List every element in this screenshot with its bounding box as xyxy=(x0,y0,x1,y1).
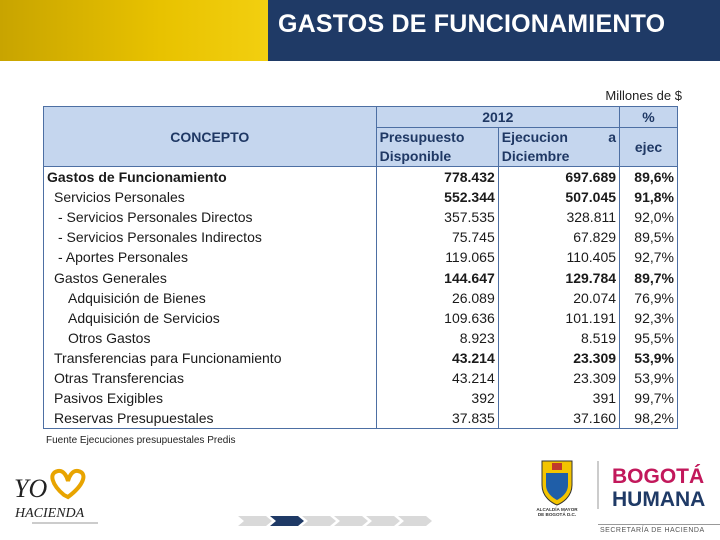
row-pct: 53,9% xyxy=(620,348,678,368)
row-budget: 392 xyxy=(376,388,498,408)
table-row xyxy=(44,348,678,368)
table-row xyxy=(44,308,678,328)
row-pct: 89,5% xyxy=(620,227,678,247)
row-pct: 53,9% xyxy=(620,368,678,388)
row-pct: 92,3% xyxy=(620,308,678,328)
row-executed: 20.074 xyxy=(498,288,619,308)
table-row xyxy=(44,227,678,247)
row-executed: 507.045 xyxy=(498,187,619,207)
pct-header: % xyxy=(620,107,678,128)
row-concept: Gastos de Funcionamiento xyxy=(44,167,377,188)
row-budget: 43.214 xyxy=(376,348,498,368)
table-row xyxy=(44,247,678,267)
row-concept: Adquisición de Servicios xyxy=(44,308,377,328)
row-concept: Gastos Generales xyxy=(44,267,377,287)
row-pct: 95,5% xyxy=(620,328,678,348)
row-executed: 129.784 xyxy=(498,267,619,287)
table-row xyxy=(44,288,678,308)
row-executed: 391 xyxy=(498,388,619,408)
row-concept: Transferencias para Funcionamiento xyxy=(44,348,377,368)
secretaria-label: SECRETARÍA DE HACIENDA xyxy=(600,527,705,534)
row-concept: - Aportes Personales xyxy=(44,247,377,267)
row-budget: 26.089 xyxy=(376,288,498,308)
table-row xyxy=(44,328,678,348)
table-row xyxy=(44,167,678,188)
yo-hacienda-logo xyxy=(12,467,107,529)
slide-pager xyxy=(238,515,438,527)
table-row xyxy=(44,408,678,429)
row-concept: Otros Gastos xyxy=(44,328,377,348)
yo-text: YO xyxy=(14,474,48,503)
table-row xyxy=(44,368,678,388)
row-budget: 778.432 xyxy=(376,167,498,188)
row-concept: Servicios Personales xyxy=(44,187,377,207)
row-budget: 109.636 xyxy=(376,308,498,328)
row-budget: 144.647 xyxy=(376,267,498,287)
row-executed: 8.519 xyxy=(498,328,619,348)
row-executed: 110.405 xyxy=(498,247,619,267)
row-executed: 328.811 xyxy=(498,207,619,227)
header-bar xyxy=(0,0,720,61)
row-budget: 552.344 xyxy=(376,187,498,207)
row-pct: 99,7% xyxy=(620,388,678,408)
row-budget: 37.835 xyxy=(376,408,498,429)
row-concept: - Servicios Personales Directos xyxy=(44,207,377,227)
row-concept: Adquisición de Bienes xyxy=(44,288,377,308)
table-row xyxy=(44,388,678,408)
coat-of-arms-icon xyxy=(542,461,572,505)
source-note: Fuente Ejecuciones presupuestales Predis xyxy=(46,435,236,446)
row-concept: - Servicios Personales Indirectos xyxy=(44,227,377,247)
humana-text: HUMANA xyxy=(612,488,706,511)
header-gold-band xyxy=(0,0,268,61)
row-pct: 92,0% xyxy=(620,207,678,227)
row-budget: 119.065 xyxy=(376,247,498,267)
row-budget: 43.214 xyxy=(376,368,498,388)
bogota-text: BOGOTÁ xyxy=(612,465,705,488)
row-executed: 37.160 xyxy=(498,408,619,429)
row-pct: 76,9% xyxy=(620,288,678,308)
row-pct: 91,8% xyxy=(620,187,678,207)
pct-ejec-header: ejec xyxy=(620,128,678,167)
row-executed: 23.309 xyxy=(498,368,619,388)
row-pct: 98,2% xyxy=(620,408,678,429)
row-executed: 67.829 xyxy=(498,227,619,247)
hacienda-text: HACIENDA xyxy=(15,506,85,521)
row-budget: 75.745 xyxy=(376,227,498,247)
row-executed: 23.309 xyxy=(498,348,619,368)
row-budget: 357.535 xyxy=(376,207,498,227)
year-header: 2012 xyxy=(376,107,619,128)
units-label: Millones de $ xyxy=(605,88,682,103)
svg-text:DE BOGOTÁ D.C.: DE BOGOTÁ D.C. xyxy=(537,512,577,517)
row-pct: 92,7% xyxy=(620,247,678,267)
footer-divider xyxy=(598,524,720,525)
budget-table xyxy=(43,106,678,429)
row-concept: Reservas Presupuestales xyxy=(44,408,377,429)
row-pct: 89,7% xyxy=(620,267,678,287)
executed-header: Ejecucion a Diciembre xyxy=(498,128,619,167)
heart-icon xyxy=(52,471,83,497)
bogota-logos xyxy=(528,455,708,517)
row-executed: 101.191 xyxy=(498,308,619,328)
page-title: GASTOS DE FUNCIONAMIENTO xyxy=(278,10,666,38)
budget-header: Presupuesto Disponible xyxy=(376,128,498,167)
row-executed: 697.689 xyxy=(498,167,619,188)
row-pct: 89,6% xyxy=(620,167,678,188)
svg-text:ALCALDÍA MAYOR: ALCALDÍA MAYOR xyxy=(536,507,578,512)
row-concept: Pasivos Exigibles xyxy=(44,388,377,408)
concept-header: CONCEPTO xyxy=(44,107,377,167)
table-row xyxy=(44,267,678,287)
table-row xyxy=(44,207,678,227)
table-row xyxy=(44,187,678,207)
row-concept: Otras Transferencias xyxy=(44,368,377,388)
row-budget: 8.923 xyxy=(376,328,498,348)
header-blue-band xyxy=(268,0,720,61)
